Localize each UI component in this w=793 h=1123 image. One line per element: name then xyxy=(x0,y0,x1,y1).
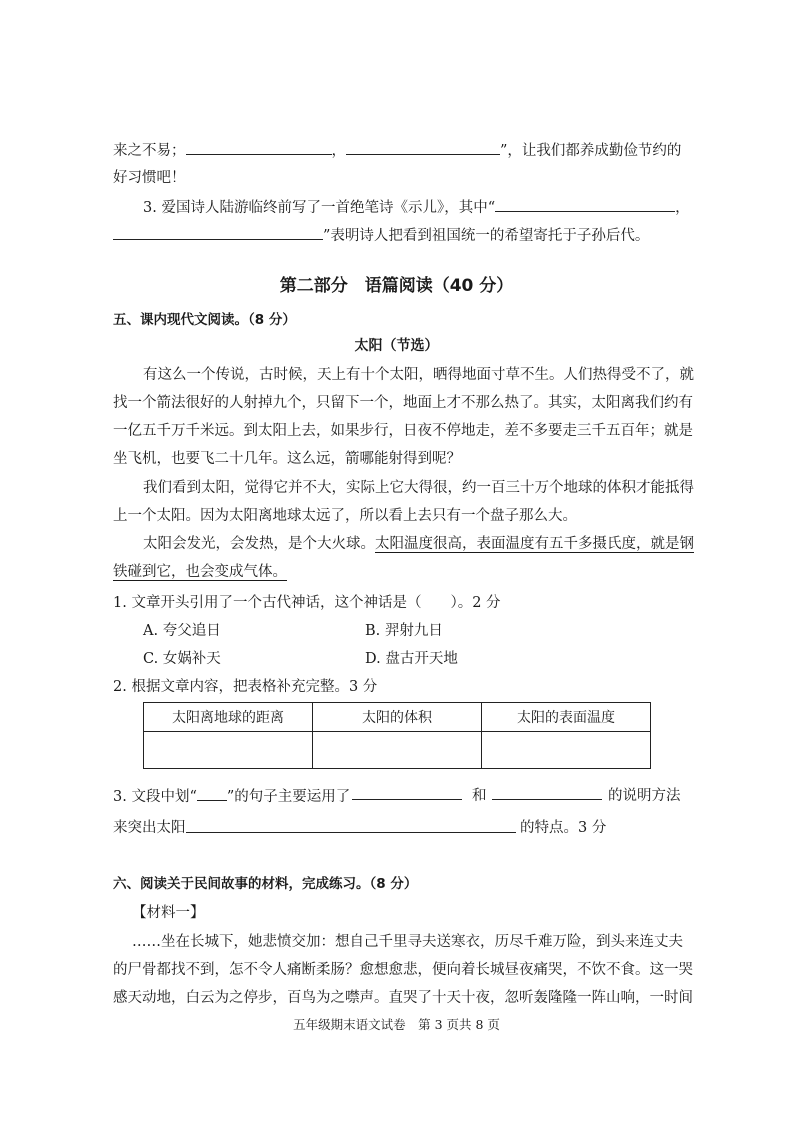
passage-line: 上一个太阳。因为太阳离地球太远了，所以看上去只有一个盘子那么大。 xyxy=(113,508,577,524)
option-a[interactable]: A. 夸父追日 xyxy=(143,623,221,639)
text-fragment: 太阳会发光，会发热，是个大火球。 xyxy=(143,536,375,552)
page-footer: 五年级期末语文试卷 第 3 页共 8 页 xyxy=(293,1017,500,1032)
text-fragment: 3. 文段中划“ xyxy=(113,789,197,805)
answer-blank[interactable] xyxy=(495,197,675,212)
table-header-row xyxy=(144,703,651,732)
text-fragment: 和 xyxy=(472,788,487,804)
text-fragment: 的特点。3 分 xyxy=(520,820,607,836)
fill-in-table xyxy=(143,702,651,769)
text-fragment: 3. 爱国诗人陆游临终前写了一首绝笔诗《示儿》，其中“ xyxy=(143,200,496,216)
underlined-sentence: 太阳温度很高，表面温度有五千多摄氏度，就是钢 xyxy=(375,536,694,552)
table-header-cell: 太阳的表面温度 xyxy=(482,703,651,732)
underline-sample xyxy=(197,786,227,801)
answer-blank[interactable] xyxy=(346,140,500,155)
underlined-sentence: 铁碰到它，也会变成气体。 xyxy=(113,564,287,580)
text-fragment: 来突出太阳 xyxy=(113,820,186,836)
question-3 xyxy=(113,786,350,807)
answer-cell[interactable] xyxy=(482,732,651,769)
text-line xyxy=(113,225,649,246)
part-title: 第二部分 语篇阅读（40 分） xyxy=(279,276,514,296)
text-line xyxy=(143,197,690,218)
answer-blank[interactable] xyxy=(352,799,462,800)
passage-line xyxy=(113,562,287,582)
answer-cell[interactable] xyxy=(144,732,313,769)
answer-blank[interactable] xyxy=(186,140,332,155)
passage-line: ……坐在长城下，她悲愤交加：想自己千里寻夫送寒衣，历尽千难万险，到头来连丈夫 xyxy=(132,934,683,950)
table-header-cell: 太阳离地球的距离 xyxy=(144,703,313,732)
question-1: 1. 文章开头引用了一个古代神话，这个神话是（ ）。2 分 xyxy=(113,595,501,611)
text-fragment: ， xyxy=(675,200,690,216)
section-heading: 六、阅读关于民间故事的材料，完成练习。（8 分） xyxy=(113,876,418,892)
passage-line: 坐飞机，也要飞二十几年。这么远，箭哪能射得到呢？ xyxy=(113,451,461,467)
table-header-cell: 太阳的体积 xyxy=(313,703,482,732)
answer-cell[interactable] xyxy=(313,732,482,769)
text-fragment: ”的句子主要运用了 xyxy=(226,789,351,805)
passage-line: 有这么一个传说，古时候，天上有十个太阳，晒得地面寸草不生。人们热得受不了，就 xyxy=(143,367,694,383)
passage-line: 我们看到太阳，觉得它并不大，实际上它大得很，约一百三十万个地球的体积才能抵得 xyxy=(143,480,694,496)
passage-line: 一亿五千万千米远。到太阳上去，如果步行，日夜不停地走，差不多要走三千五百年；就是 xyxy=(113,423,693,439)
text-line xyxy=(113,140,681,161)
answer-blank[interactable] xyxy=(186,832,516,833)
table-answer-row xyxy=(144,732,651,769)
question-2: 2. 根据文章内容，把表格补充完整。3 分 xyxy=(113,679,378,695)
option-b[interactable]: B. 羿射九日 xyxy=(365,623,443,639)
passage-line: 感天动地，白云为之停步，百鸟为之噤声。直哭了十天十夜，忽听轰隆隆一阵山响，一时间 xyxy=(113,990,693,1006)
answer-blank[interactable] xyxy=(113,225,323,240)
section-heading: 五、课内现代文阅读。（8 分） xyxy=(113,312,296,328)
option-c[interactable]: C. 女娲补天 xyxy=(143,651,221,667)
option-d[interactable]: D. 盘古开天地 xyxy=(365,651,458,667)
passage-line xyxy=(143,534,694,554)
passage-line: 的尸骨都找不到，怎不令人痛断柔肠？愈想愈悲，便向着长城昼夜痛哭，不饮不食。这一哭 xyxy=(113,962,693,978)
text-line: 好习惯吧！ xyxy=(113,170,186,186)
answer-blank[interactable] xyxy=(492,799,602,800)
text-fragment: 的说明方法 xyxy=(608,788,681,804)
text-fragment: 来之不易； xyxy=(113,143,186,159)
material-label: 【材料一】 xyxy=(132,905,205,921)
passage-line: 找一个箭法很好的人射掉九个，只留下一个，地面上才不那么热了。其实，太阳离我们约有 xyxy=(113,395,693,411)
text-fragment: ， xyxy=(331,143,346,159)
text-fragment: ”表明诗人把看到祖国统一的希望寄托于子孙后代。 xyxy=(323,228,650,244)
question-3-cont xyxy=(113,818,186,838)
text-fragment: ”，让我们都养成勤俭节约的 xyxy=(500,143,682,159)
passage-title: 太阳（节选） xyxy=(354,338,439,354)
